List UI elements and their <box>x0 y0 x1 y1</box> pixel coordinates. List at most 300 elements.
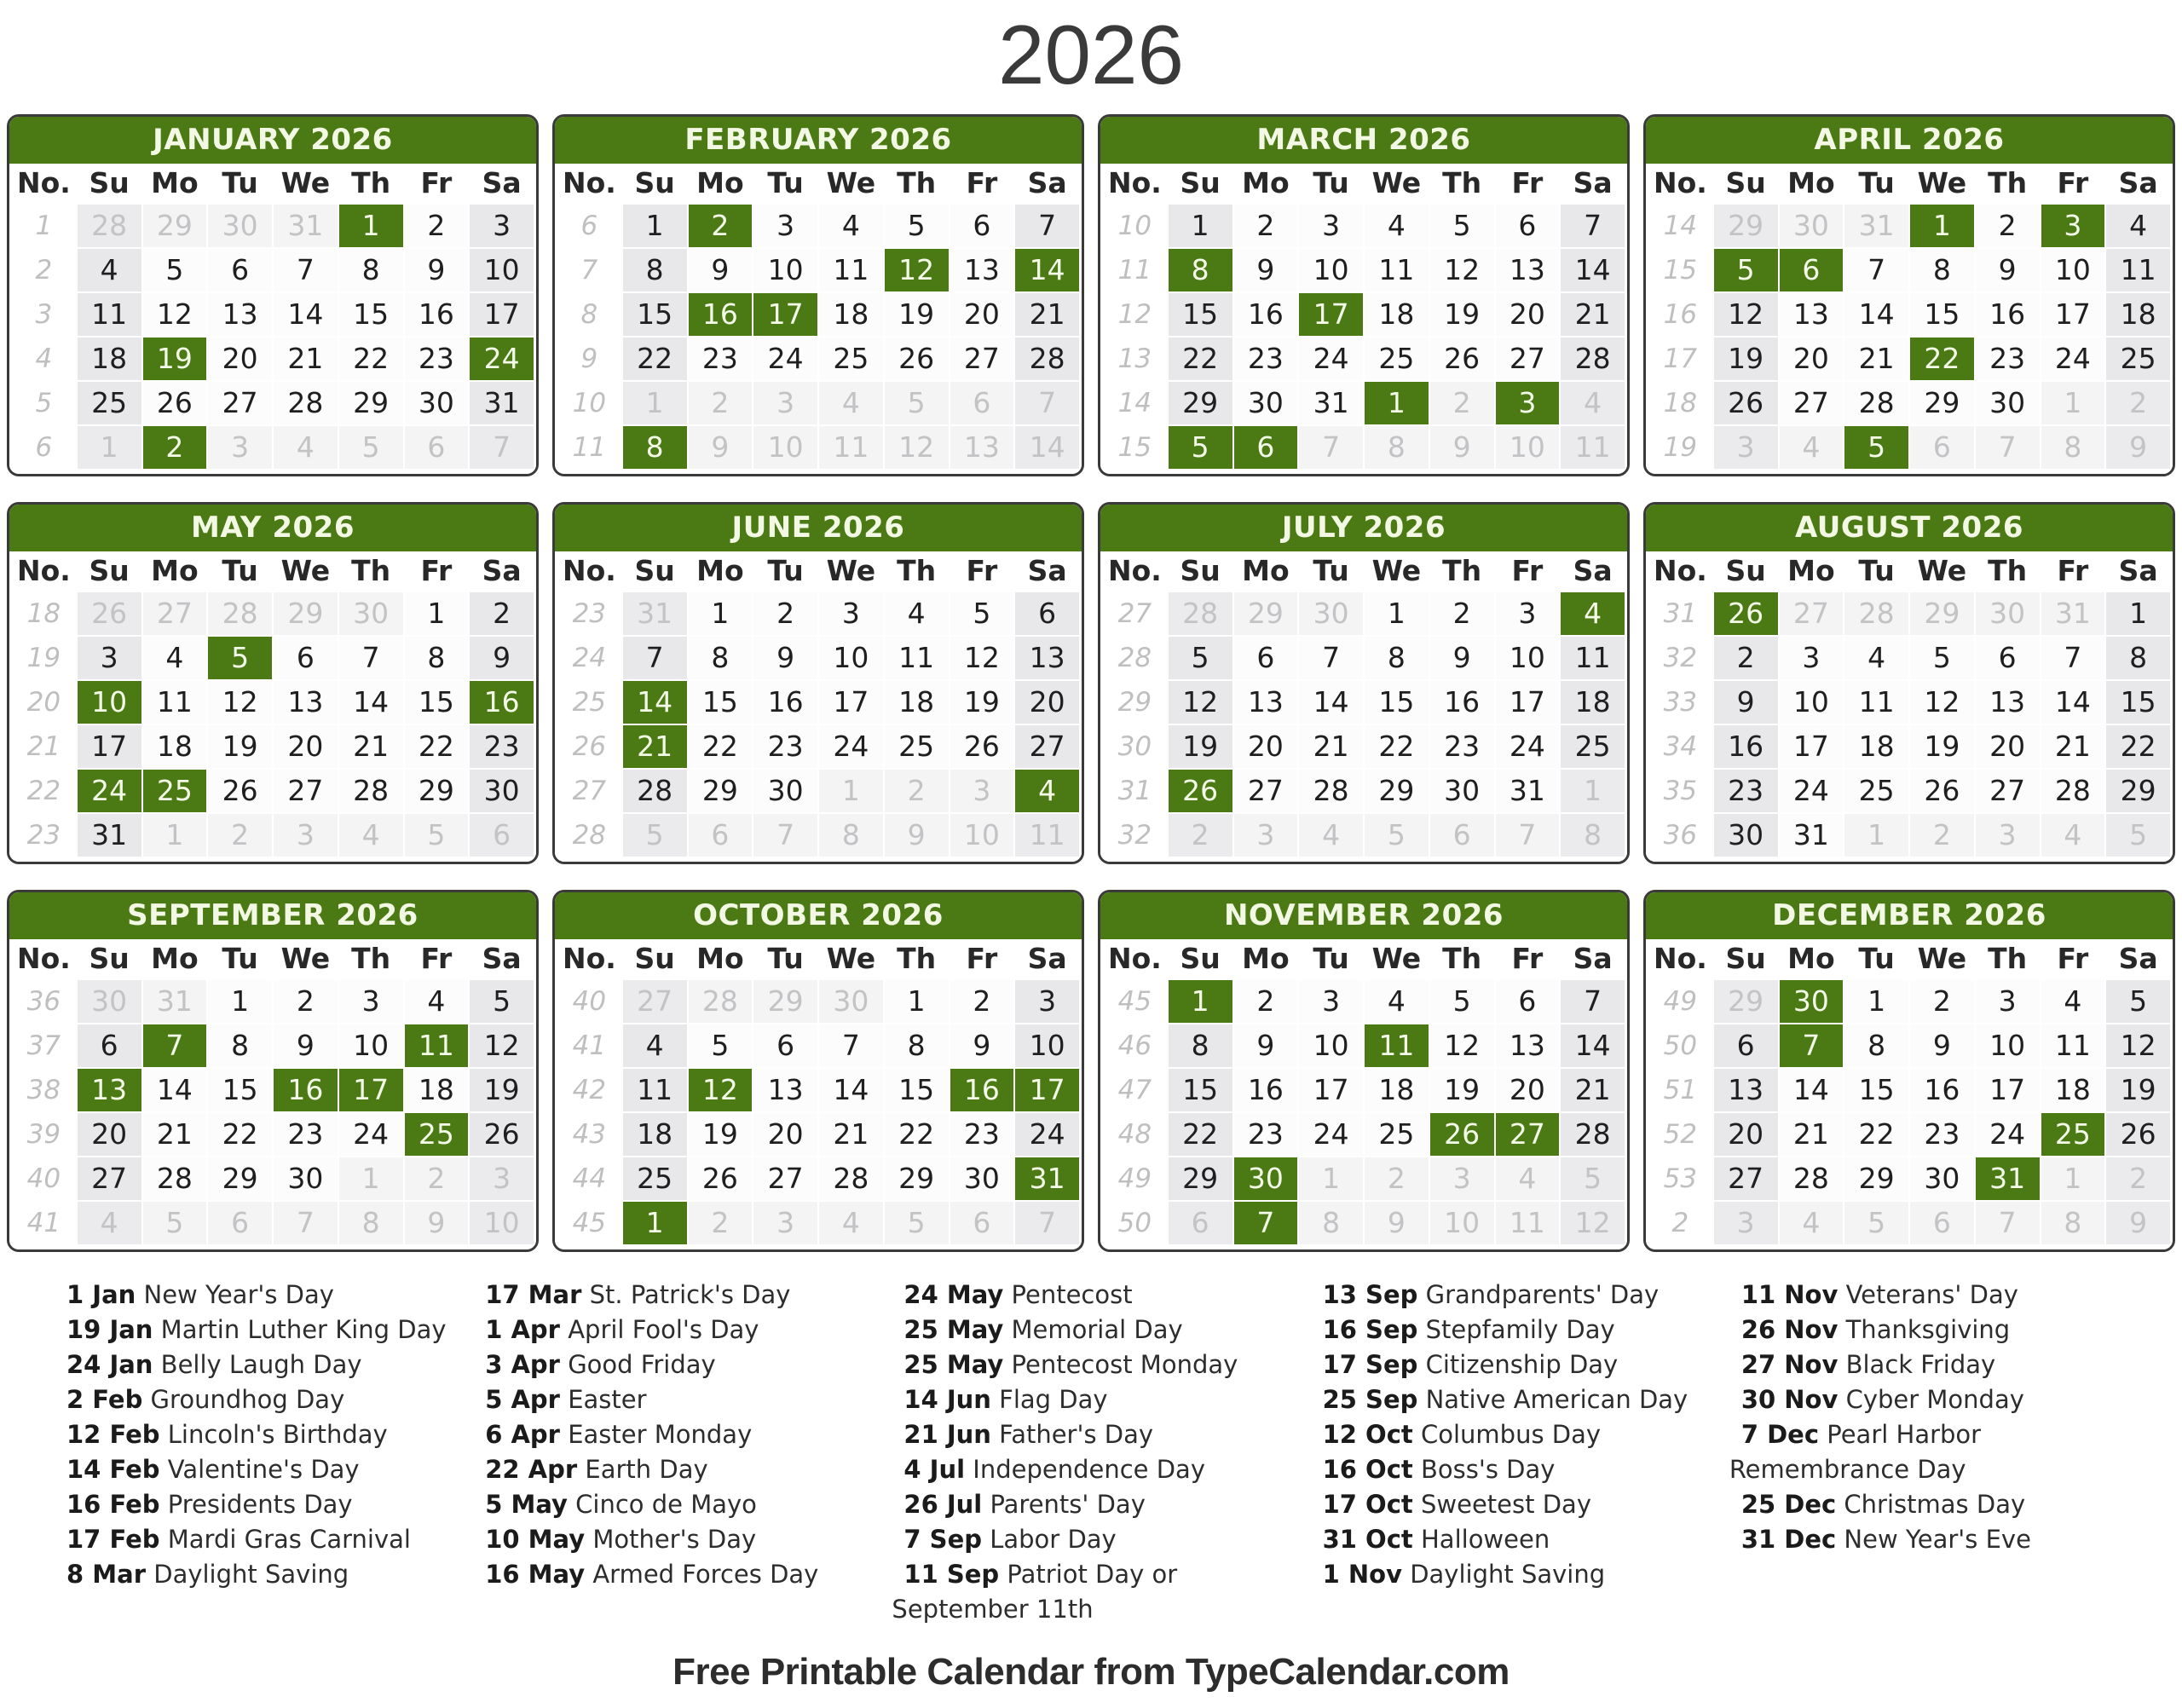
day-cell: 21 <box>819 1113 883 1156</box>
day-cell: 29 <box>753 980 817 1023</box>
week-no-header: No. <box>12 164 76 203</box>
day-cell: 6 <box>1496 980 1560 1023</box>
week-number: 39 <box>12 1113 76 1156</box>
day-header: We <box>274 164 338 203</box>
week-number: 41 <box>12 1202 76 1244</box>
day-cell: 2 <box>470 592 534 635</box>
day-cell: 5 <box>470 980 534 1023</box>
day-cell: 4 <box>339 814 403 857</box>
day-cell: 9 <box>753 637 817 679</box>
day-cell: 21 <box>274 338 338 380</box>
day-cell: 3 <box>1976 814 2040 857</box>
week-number: 27 <box>557 770 621 812</box>
day-cell: 29 <box>1365 770 1429 812</box>
day-cell: 2 <box>1714 637 1778 679</box>
holiday-day-cell: 11 <box>405 1024 469 1067</box>
day-cell: 29 <box>1844 1157 1908 1200</box>
day-cell: 30 <box>1714 814 1778 857</box>
holiday-day-cell: 30 <box>1234 1157 1298 1200</box>
day-cell: 3 <box>1299 980 1363 1023</box>
day-header: Su <box>78 551 141 591</box>
holiday-item: 16 Sep Stepfamily Day <box>1322 1314 1615 1344</box>
day-cell: 4 <box>405 980 469 1023</box>
day-cell: 11 <box>1496 1202 1560 1244</box>
day-cell: 11 <box>1561 426 1625 469</box>
legend-column <box>55 1278 453 1627</box>
day-header: Th <box>1430 164 1494 203</box>
day-cell: 1 <box>623 205 687 247</box>
day-cell: 23 <box>1976 338 2040 380</box>
day-header: Mo <box>1780 551 1844 591</box>
day-cell: 3 <box>1780 637 1844 679</box>
day-cell: 13 <box>1234 681 1298 724</box>
holiday-date: 16 May <box>485 1559 586 1589</box>
legend <box>0 1278 2182 1627</box>
month-title: NOVEMBER 2026 <box>1100 892 1627 939</box>
day-cell: 27 <box>1976 770 2040 812</box>
month-table <box>9 939 536 1249</box>
day-cell: 18 <box>885 681 949 724</box>
day-cell: 18 <box>2041 1069 2105 1111</box>
week-number: 25 <box>557 681 621 724</box>
day-cell: 29 <box>1714 205 1778 247</box>
day-cell: 8 <box>2106 637 2170 679</box>
day-cell: 12 <box>143 293 207 336</box>
holiday-date: 17 Mar <box>485 1279 582 1309</box>
day-cell: 2 <box>208 814 272 857</box>
day-cell: 3 <box>1976 980 2040 1023</box>
day-cell: 28 <box>689 980 753 1023</box>
day-cell: 20 <box>1496 1069 1560 1111</box>
day-cell: 6 <box>274 637 338 679</box>
holiday-date: 2 Feb <box>66 1384 143 1414</box>
holiday-item: 16 Feb Presidents Day <box>66 1489 353 1519</box>
day-header: Fr <box>1496 551 1560 591</box>
holiday-day-cell: 5 <box>1714 249 1778 291</box>
day-cell: 27 <box>143 592 207 635</box>
day-cell: 3 <box>753 382 817 424</box>
day-cell: 24 <box>1780 770 1844 812</box>
week-no-header: No. <box>557 551 621 591</box>
week-number: 14 <box>1103 382 1167 424</box>
day-cell: 16 <box>1234 1069 1298 1111</box>
holiday-item: 16 May Armed Forces Day <box>485 1559 819 1589</box>
day-cell: 9 <box>885 814 949 857</box>
day-cell: 5 <box>339 426 403 469</box>
day-cell: 7 <box>1015 382 1079 424</box>
day-cell: 10 <box>1015 1024 1079 1067</box>
day-cell: 23 <box>1910 1113 1974 1156</box>
week-number: 21 <box>12 725 76 768</box>
day-cell: 19 <box>950 681 1014 724</box>
day-cell: 15 <box>1910 293 1974 336</box>
day-cell: 15 <box>339 293 403 336</box>
day-cell: 11 <box>1561 637 1625 679</box>
day-cell: 15 <box>208 1069 272 1111</box>
month-card <box>552 114 1084 476</box>
day-cell: 17 <box>1299 1069 1363 1111</box>
holiday-date: 7 Sep <box>903 1524 982 1554</box>
week-number: 51 <box>1648 1069 1712 1111</box>
holiday-day-cell: 27 <box>1496 1113 1560 1156</box>
holiday-date: 17 Sep <box>1322 1349 1418 1379</box>
day-header: Fr <box>950 164 1014 203</box>
day-cell: 2 <box>2106 382 2170 424</box>
day-cell: 23 <box>753 725 817 768</box>
day-cell: 4 <box>1780 426 1844 469</box>
holiday-item: 7 Sep Labor Day <box>903 1524 1117 1554</box>
week-no-header: No. <box>557 939 621 978</box>
day-cell: 2 <box>689 382 753 424</box>
day-cell: 26 <box>1714 382 1778 424</box>
day-cell: 8 <box>623 249 687 291</box>
day-header: Fr <box>2041 939 2105 978</box>
day-header: Sa <box>1015 939 1079 978</box>
day-header: We <box>1365 164 1429 203</box>
week-number: 3 <box>12 293 76 336</box>
holiday-day-cell: 17 <box>1015 1069 1079 1111</box>
day-cell: 5 <box>885 205 949 247</box>
day-cell: 21 <box>1015 293 1079 336</box>
holiday-day-cell: 16 <box>470 681 534 724</box>
day-cell: 30 <box>1976 592 2040 635</box>
day-cell: 30 <box>753 770 817 812</box>
day-cell: 21 <box>143 1113 207 1156</box>
day-cell: 4 <box>819 1202 883 1244</box>
day-cell: 2 <box>405 1157 469 1200</box>
day-header: Th <box>885 939 949 978</box>
holiday-item: 17 Sep Citizenship Day <box>1322 1349 1619 1379</box>
day-cell: 29 <box>274 592 338 635</box>
day-cell: 8 <box>1365 426 1429 469</box>
day-cell: 4 <box>143 637 207 679</box>
day-header: Fr <box>2041 164 2105 203</box>
day-cell: 6 <box>950 1202 1014 1244</box>
holiday-date: 21 Jun <box>903 1419 991 1449</box>
day-header: Fr <box>1496 939 1560 978</box>
day-cell: 9 <box>1234 1024 1298 1067</box>
day-cell: 5 <box>1430 980 1494 1023</box>
day-cell: 3 <box>1714 1202 1778 1244</box>
holiday-day-cell: 5 <box>1169 426 1232 469</box>
day-cell: 8 <box>885 1024 949 1067</box>
holiday-day-cell: 7 <box>1780 1024 1844 1067</box>
holiday-day-cell: 8 <box>1169 249 1232 291</box>
holiday-item: 13 Sep Grandparents' Day <box>1322 1279 1660 1309</box>
day-cell: 6 <box>1234 637 1298 679</box>
month-card <box>7 890 539 1252</box>
month-table <box>1100 164 1627 474</box>
day-cell: 7 <box>1299 637 1363 679</box>
day-header: Su <box>1169 551 1232 591</box>
day-cell: 11 <box>2106 249 2170 291</box>
day-cell: 22 <box>208 1113 272 1156</box>
holiday-item: 11 Nov Veterans' Day <box>1740 1279 2018 1309</box>
day-cell: 29 <box>2106 770 2170 812</box>
day-cell: 3 <box>78 637 141 679</box>
day-cell: 16 <box>753 681 817 724</box>
month-card <box>552 890 1084 1252</box>
week-number: 28 <box>557 814 621 857</box>
holiday-date: 16 Sep <box>1322 1314 1418 1344</box>
month-card <box>1643 890 2175 1252</box>
holiday-item: 31 Dec New Year's Eve <box>1740 1524 2031 1554</box>
holiday-day-cell: 2 <box>143 426 207 469</box>
day-cell: 6 <box>950 205 1014 247</box>
day-cell: 11 <box>819 426 883 469</box>
holiday-date: 24 Jan <box>66 1349 153 1379</box>
day-cell: 20 <box>1234 725 1298 768</box>
day-cell: 2 <box>2106 1157 2170 1200</box>
day-cell: 13 <box>274 681 338 724</box>
day-cell: 12 <box>1430 1024 1494 1067</box>
day-cell: 12 <box>1169 681 1232 724</box>
day-cell: 10 <box>753 249 817 291</box>
holiday-day-cell: 16 <box>689 293 753 336</box>
day-cell: 3 <box>1714 426 1778 469</box>
day-cell: 3 <box>274 814 338 857</box>
day-cell: 18 <box>78 338 141 380</box>
day-cell: 26 <box>1910 770 1974 812</box>
day-cell: 2 <box>689 1202 753 1244</box>
day-cell: 10 <box>1496 637 1560 679</box>
day-cell: 23 <box>470 725 534 768</box>
day-cell: 2 <box>1910 814 1974 857</box>
day-cell: 10 <box>339 1024 403 1067</box>
day-cell: 7 <box>2041 637 2105 679</box>
day-cell: 6 <box>1910 1202 1974 1244</box>
day-cell: 6 <box>1430 814 1494 857</box>
day-header: Tu <box>1844 551 1908 591</box>
day-cell: 15 <box>1169 1069 1232 1111</box>
day-header: Sa <box>1561 939 1625 978</box>
week-number: 40 <box>12 1157 76 1200</box>
day-header: Th <box>1976 939 2040 978</box>
day-header: Th <box>1976 551 2040 591</box>
day-cell: 8 <box>339 249 403 291</box>
day-cell: 8 <box>689 637 753 679</box>
day-cell: 15 <box>405 681 469 724</box>
week-number: 41 <box>557 1024 621 1067</box>
day-header: Mo <box>143 551 207 591</box>
day-header: Sa <box>2106 164 2170 203</box>
day-cell: 23 <box>1714 770 1778 812</box>
week-number: 6 <box>557 205 621 247</box>
holiday-item: 22 Apr Earth Day <box>485 1454 708 1484</box>
holiday-day-cell: 24 <box>470 338 534 380</box>
week-number: 45 <box>1103 980 1167 1023</box>
day-cell: 22 <box>1844 1113 1908 1156</box>
day-cell: 6 <box>208 1202 272 1244</box>
day-cell: 1 <box>143 814 207 857</box>
week-number: 31 <box>1103 770 1167 812</box>
day-cell: 26 <box>2106 1113 2170 1156</box>
holiday-item: 17 Oct Sweetest Day <box>1322 1489 1591 1519</box>
day-cell: 22 <box>885 1113 949 1156</box>
day-cell: 6 <box>1169 1202 1232 1244</box>
legend-column <box>892 1278 1290 1627</box>
day-cell: 3 <box>1015 980 1079 1023</box>
day-cell: 30 <box>274 1157 338 1200</box>
week-number: 10 <box>557 382 621 424</box>
week-no-header: No. <box>12 939 76 978</box>
day-cell: 12 <box>470 1024 534 1067</box>
month-title: JULY 2026 <box>1100 505 1627 551</box>
day-cell: 14 <box>339 681 403 724</box>
holiday-day-cell: 6 <box>1234 426 1298 469</box>
day-cell: 4 <box>1496 1157 1560 1200</box>
day-cell: 8 <box>2041 1202 2105 1244</box>
holiday-date: 5 Apr <box>485 1384 560 1414</box>
day-header: Th <box>1430 551 1494 591</box>
day-cell: 5 <box>950 592 1014 635</box>
month-table <box>1646 551 2173 862</box>
day-header: We <box>819 164 883 203</box>
holiday-date: 11 Sep <box>903 1559 1000 1589</box>
day-cell: 30 <box>1234 382 1298 424</box>
day-cell: 20 <box>274 725 338 768</box>
day-cell: 31 <box>274 205 338 247</box>
day-cell: 12 <box>1714 293 1778 336</box>
holiday-date: 27 Nov <box>1740 1349 1839 1379</box>
day-cell: 24 <box>753 338 817 380</box>
day-header: Su <box>1169 164 1232 203</box>
week-number: 40 <box>557 980 621 1023</box>
day-cell: 19 <box>885 293 949 336</box>
day-cell: 8 <box>339 1202 403 1244</box>
day-cell: 2 <box>950 980 1014 1023</box>
week-number: 37 <box>12 1024 76 1067</box>
holiday-item: 17 Feb Mardi Gras Carnival <box>66 1524 411 1554</box>
day-cell: 20 <box>950 293 1014 336</box>
day-cell: 28 <box>1844 382 1908 424</box>
day-cell: 9 <box>1714 681 1778 724</box>
week-number: 2 <box>12 249 76 291</box>
holiday-date: 3 Apr <box>485 1349 560 1379</box>
month-title: MARCH 2026 <box>1100 117 1627 164</box>
day-cell: 4 <box>2041 980 2105 1023</box>
holiday-date: 14 Feb <box>66 1454 160 1484</box>
day-cell: 3 <box>470 205 534 247</box>
day-cell: 11 <box>1365 249 1429 291</box>
day-cell: 28 <box>1780 1157 1844 1200</box>
day-cell: 3 <box>1430 1157 1494 1200</box>
day-cell: 3 <box>470 1157 534 1200</box>
day-cell: 12 <box>1910 681 1974 724</box>
day-cell: 30 <box>208 205 272 247</box>
holiday-day-cell: 25 <box>2041 1113 2105 1156</box>
day-header: Tu <box>208 939 272 978</box>
day-cell: 7 <box>1844 249 1908 291</box>
holiday-date: 8 Mar <box>66 1559 147 1589</box>
day-cell: 29 <box>689 770 753 812</box>
day-cell: 24 <box>1976 1113 2040 1156</box>
day-cell: 10 <box>950 814 1014 857</box>
day-header: Fr <box>2041 551 2105 591</box>
day-cell: 20 <box>1780 338 1844 380</box>
day-cell: 1 <box>405 592 469 635</box>
day-header: Tu <box>753 164 817 203</box>
holiday-item: 6 Apr Easter Monday <box>485 1419 753 1449</box>
day-cell: 13 <box>950 426 1014 469</box>
holiday-day-cell: 3 <box>1496 382 1560 424</box>
week-no-header: No. <box>557 164 621 203</box>
week-number: 19 <box>1648 426 1712 469</box>
day-header: Th <box>885 164 949 203</box>
day-cell: 30 <box>405 382 469 424</box>
day-header: Mo <box>1780 164 1844 203</box>
day-cell: 27 <box>208 382 272 424</box>
day-header: Tu <box>753 939 817 978</box>
day-cell: 31 <box>1299 382 1363 424</box>
holiday-day-cell: 13 <box>78 1069 141 1111</box>
day-cell: 26 <box>885 338 949 380</box>
day-cell: 19 <box>1430 1069 1494 1111</box>
week-number: 29 <box>1103 681 1167 724</box>
day-cell: 1 <box>1299 1157 1363 1200</box>
day-cell: 8 <box>819 814 883 857</box>
holiday-date: 16 Oct <box>1322 1454 1413 1484</box>
day-cell: 31 <box>143 980 207 1023</box>
day-cell: 29 <box>339 382 403 424</box>
week-number: 18 <box>1648 382 1712 424</box>
day-cell: 2 <box>1234 980 1298 1023</box>
week-number: 43 <box>557 1113 621 1156</box>
day-cell: 4 <box>1844 637 1908 679</box>
holiday-day-cell: 4 <box>1561 592 1625 635</box>
week-number: 26 <box>557 725 621 768</box>
day-cell: 8 <box>1299 1202 1363 1244</box>
day-cell: 29 <box>1169 382 1232 424</box>
day-header: Fr <box>950 939 1014 978</box>
holiday-day-cell: 1 <box>1365 382 1429 424</box>
day-cell: 5 <box>405 814 469 857</box>
day-header: Sa <box>2106 939 2170 978</box>
day-cell: 14 <box>1844 293 1908 336</box>
day-cell: 14 <box>143 1069 207 1111</box>
day-cell: 21 <box>1780 1113 1844 1156</box>
week-number: 4 <box>12 338 76 380</box>
day-cell: 30 <box>1976 382 2040 424</box>
day-cell: 14 <box>1299 681 1363 724</box>
day-cell: 18 <box>143 725 207 768</box>
day-cell: 4 <box>819 205 883 247</box>
holiday-date: 24 May <box>903 1279 1004 1309</box>
week-number: 20 <box>12 681 76 724</box>
day-cell: 1 <box>339 1157 403 1200</box>
day-cell: 5 <box>1910 637 1974 679</box>
day-cell: 28 <box>1169 592 1232 635</box>
week-no-header: No. <box>1103 939 1167 978</box>
holiday-item: 16 Oct Boss's Day <box>1322 1454 1556 1484</box>
day-cell: 31 <box>1496 770 1560 812</box>
week-number: 27 <box>1103 592 1167 635</box>
day-cell: 5 <box>1561 1157 1625 1200</box>
day-cell: 6 <box>1714 1024 1778 1067</box>
day-cell: 4 <box>1365 980 1429 1023</box>
day-cell: 9 <box>1430 426 1494 469</box>
day-cell: 12 <box>2106 1024 2170 1067</box>
day-cell: 1 <box>689 592 753 635</box>
day-cell: 30 <box>78 980 141 1023</box>
holiday-day-cell: 4 <box>1015 770 1079 812</box>
day-cell: 19 <box>208 725 272 768</box>
day-cell: 2 <box>274 980 338 1023</box>
day-cell: 16 <box>405 293 469 336</box>
day-cell: 9 <box>1365 1202 1429 1244</box>
holiday-day-cell: 25 <box>405 1113 469 1156</box>
day-cell: 1 <box>1169 205 1232 247</box>
